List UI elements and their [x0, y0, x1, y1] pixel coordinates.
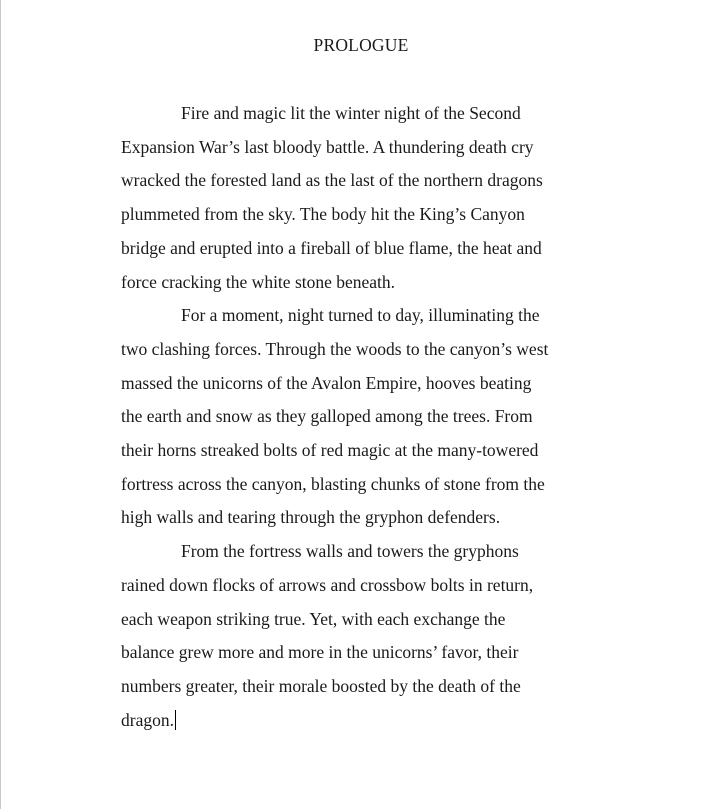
- paragraph-2[interactable]: [121, 299, 599, 535]
- page-left-edge: [0, 0, 1, 809]
- paragraph-1[interactable]: [121, 97, 599, 299]
- text-line[interactable]: Expansion War’s last bloody battle. A thundering death cry: [121, 136, 534, 157]
- text-line[interactable]: the earth and snow as they galloped among the trees. From: [121, 406, 533, 427]
- chapter-title[interactable]: PROLOGUE: [313, 35, 409, 55]
- text-line[interactable]: wracked the forested land as the last of the northern dragons: [121, 170, 543, 191]
- paragraph-3[interactable]: [121, 535, 599, 737]
- text-line[interactable]: their horns streaked bolts of red magic at the many-towered: [121, 440, 539, 461]
- last-text-line[interactable]: [121, 704, 599, 738]
- text-line[interactable]: fortress across the canyon, blasting chunks of stone from the: [121, 473, 545, 494]
- text-line[interactable]: each weapon striking true. Yet, with each exchange the: [121, 608, 506, 629]
- document-body[interactable]: [121, 97, 599, 737]
- text-line[interactable]: balance grew more and more in the unicorns’ favor, their: [121, 642, 519, 663]
- text-line[interactable]: bridge and erupted into a fireball of blue flame, the heat and: [121, 237, 542, 258]
- text-line[interactable]: For a moment, night turned to day, illuminating the: [181, 305, 540, 326]
- text-line[interactable]: rained down flocks of arrows and crossbow bolts in return,: [121, 574, 534, 595]
- text-line[interactable]: From the fortress walls and towers the gryphons: [181, 541, 519, 562]
- text-line[interactable]: force cracking the white stone beneath.: [121, 271, 396, 292]
- text-line[interactable]: high walls and tearing through the gryphon defenders.: [121, 507, 501, 528]
- text-line[interactable]: plummeted from the sky. The body hit the King’s Canyon: [121, 204, 525, 225]
- text-line[interactable]: massed the unicorns of the Avalon Empire, hooves beating: [121, 372, 532, 393]
- text-line[interactable]: numbers greater, their morale boosted by the death of the: [121, 675, 521, 696]
- text-line[interactable]: two clashing forces. Through the woods to the canyon’s west: [121, 338, 549, 359]
- text-cursor: [175, 710, 176, 730]
- text-line-content[interactable]: dragon.: [121, 709, 174, 730]
- text-line[interactable]: Fire and magic lit the winter night of the Second: [181, 103, 521, 123]
